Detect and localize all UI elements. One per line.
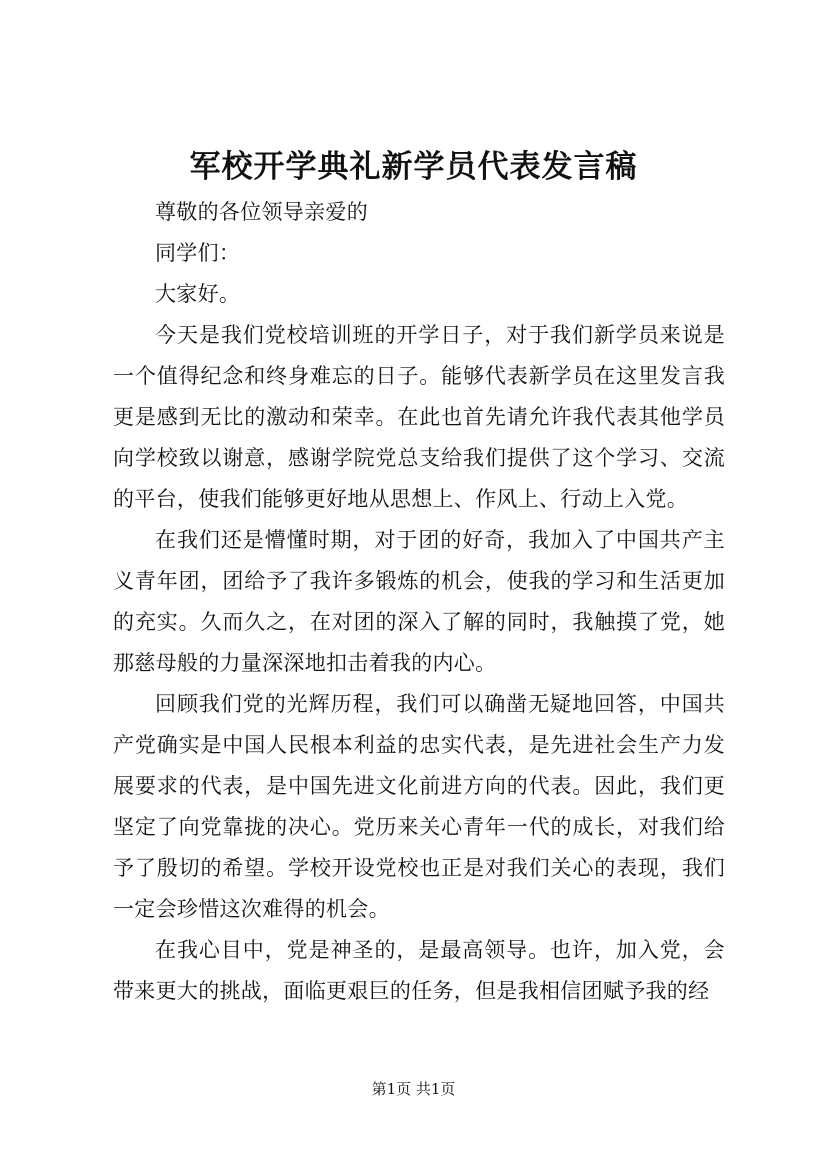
salutation-line-1: 尊敬的各位领导亲爱的 [155, 200, 368, 224]
salutation-line-2: 同学们： [155, 241, 241, 265]
page-number-label: 第1页 共1页 [371, 1080, 456, 1098]
page-footer [0, 1078, 827, 1100]
greeting: 大家好。 [155, 282, 241, 306]
body-paragraph: 在我们还是懵懂时期，对于团的好奇，我加入了中国共产主义青年团，团给予了我许多锻炼的机会，使我的学习和生活更加的充实。久而久之，在对团的深入了解的同时，我触摸了党，她那慈母般的力量深深地扣击着我的内心。 [113, 528, 725, 675]
body-paragraph: 在我心目中，党是神圣的，是最高领导。也许，加入党，会带来更大的挑战，面临更艰巨的任务，但是我相信团赋予我的经 [113, 938, 725, 1003]
body-paragraph: 回顾我们党的光辉历程，我们可以确凿无疑地回答，中国共产党确实是中国人民根本利益的忠实代表，是先进社会生产力发展要求的代表，是中国先进文化前进方向的代表。因此，我们更坚定了向党靠拢的决心。党历来关心青年一代的成长，对我们给予了殷切的希望。学校开设党校也正是对我们关心的表现，我们一定会珍惜这次难得的机会。 [113, 692, 725, 921]
document-title: 军校开学典礼新学员代表发言稿 [189, 149, 638, 185]
document-body [113, 192, 725, 1012]
body-paragraph: 今天是我们党校培训班的开学日子，对于我们新学员来说是一个值得纪念和终身难忘的日子。能够代表新学员在这里发言我更是感到无比的激动和荣幸。在此也首先请允许我代表其他学员向学校致以谢意，感谢学院党总支给我们提供了这个学习、交流的平台，使我们能够更好地从思想上、作风上、行动上入党。 [113, 323, 725, 511]
